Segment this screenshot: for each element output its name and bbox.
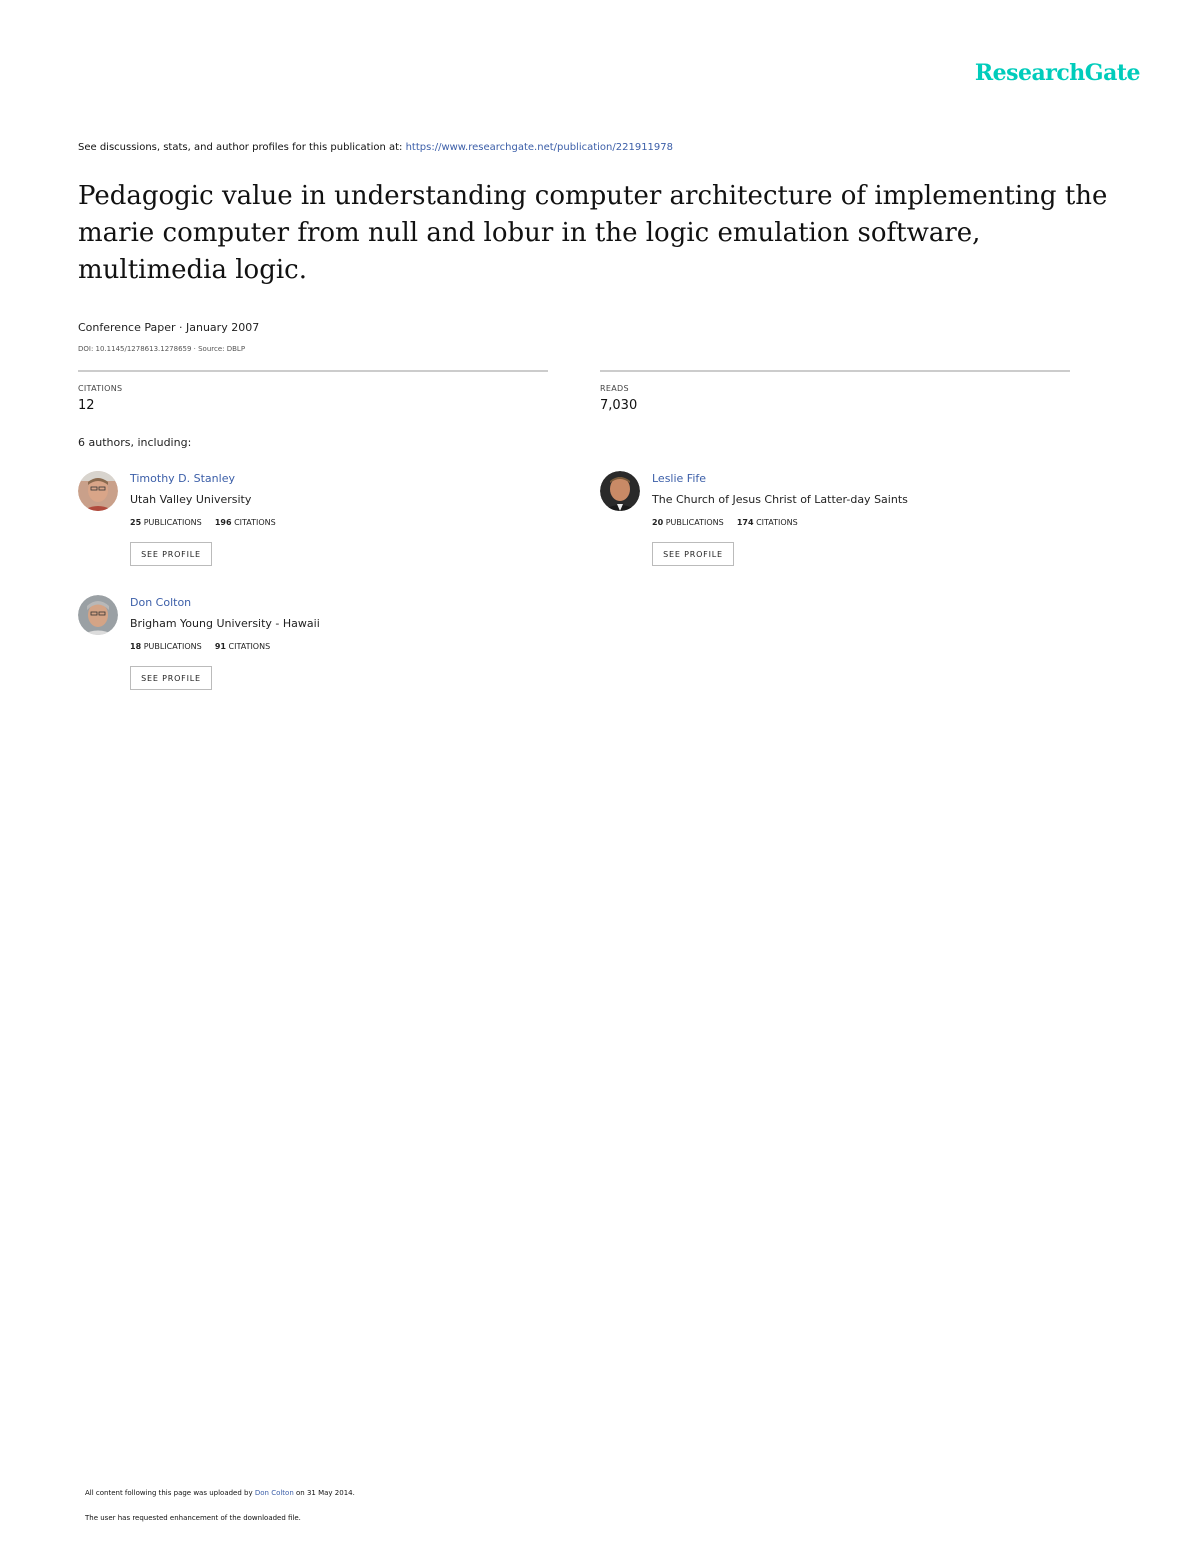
reads-label: READS [600, 384, 629, 393]
author-institution: Utah Valley University [130, 493, 252, 506]
uploader-link[interactable]: Don Colton [254, 1489, 294, 1497]
discussion-prefix: See discussions, stats, and author profiles for this publication at: [78, 142, 403, 153]
citations-label: CITATIONS [228, 642, 271, 651]
publications-count: 20 [652, 518, 664, 527]
author-card [78, 595, 518, 705]
see-profile-button[interactable]: SEE PROFILE [130, 666, 212, 690]
author-institution: The Church of Jesus Christ of Latter-day Saints [652, 493, 908, 506]
upload-note [85, 1489, 355, 1497]
author-avatar[interactable] [78, 595, 118, 635]
citations-count: 196 [214, 518, 232, 527]
citations-value: 12 [78, 398, 95, 413]
upload-prefix: All content following this page was uploaded by [85, 1489, 253, 1497]
citations-count: 174 [736, 518, 754, 527]
author-avatar[interactable] [78, 471, 118, 511]
authors-heading: 6 authors, including: [78, 436, 192, 449]
publications-label: PUBLICATIONS [143, 518, 202, 527]
discussion-line [78, 142, 673, 153]
enhancement-note: The user has requested enhancement of the downloaded file. [85, 1514, 301, 1522]
author-avatar[interactable] [600, 471, 640, 511]
publications-label: PUBLICATIONS [143, 642, 202, 651]
author-metrics [130, 518, 276, 527]
author-name[interactable]: Leslie Fife [652, 472, 707, 485]
publications-count: 25 [130, 518, 142, 527]
reads-stat [600, 370, 1070, 413]
researchgate-logo[interactable]: ResearchGate [974, 60, 1140, 86]
citations-count: 91 [214, 642, 226, 651]
publication-link[interactable]: https://www.researchgate.net/publication/221911978 [405, 142, 674, 153]
author-metrics [130, 642, 270, 651]
citations-label: CITATIONS [78, 384, 123, 393]
citations-label: CITATIONS [756, 518, 798, 527]
author-card [78, 471, 518, 581]
author-institution: Brigham Young University - Hawaii [130, 617, 320, 630]
author-metrics [652, 518, 798, 527]
author-name[interactable]: Don Colton [130, 596, 192, 609]
see-profile-button[interactable]: SEE PROFILE [130, 542, 212, 566]
citations-label: CITATIONS [234, 518, 276, 527]
publications-count: 18 [130, 642, 142, 651]
reads-value: 7,030 [600, 398, 638, 413]
upload-suffix: on 31 May 2014. [296, 1489, 355, 1497]
doi-source: DOI: 10.1145/1278613.1278659 · Source: DBLP [78, 345, 246, 353]
publication-type-date: Conference Paper · January 2007 [78, 321, 260, 334]
author-name[interactable]: Timothy D. Stanley [130, 472, 235, 485]
citations-stat [78, 370, 548, 413]
publication-title: Pedagogic value in understanding computer architecture of implementing the marie computer from null and lobur in the logic emulation software, multimedia logic. [78, 181, 1108, 285]
publications-label: PUBLICATIONS [665, 518, 724, 527]
author-card [600, 471, 1040, 581]
see-profile-button[interactable]: SEE PROFILE [652, 542, 734, 566]
